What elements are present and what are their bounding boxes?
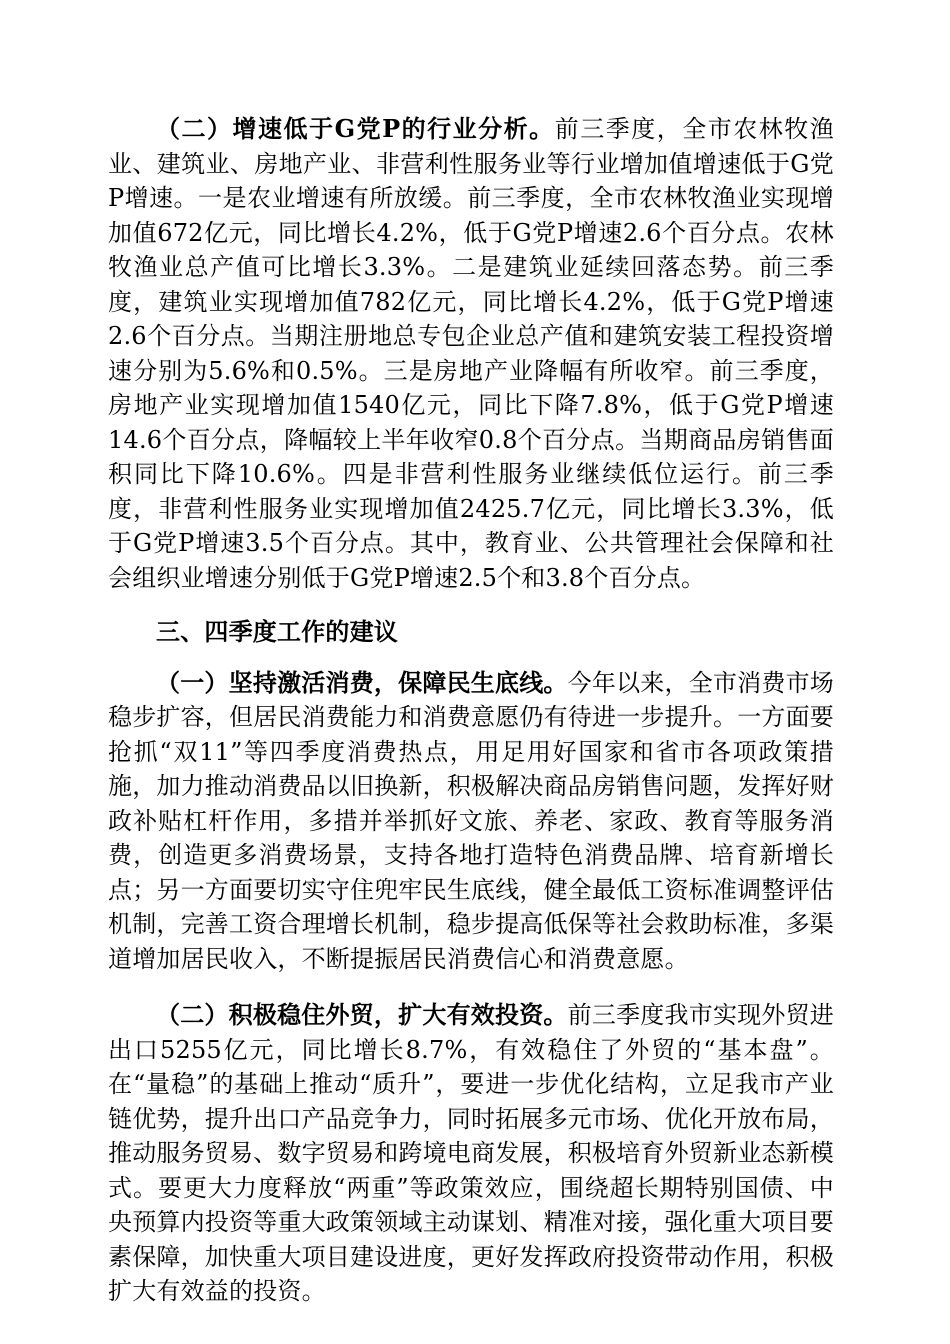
paragraph-body: 今年以来，全市消费市场稳步扩容，但居民消费能力和消费意愿仍有待进一步提升。一方面要抢抓“双11”等四季度消费热点，用足用好国家和省市各项政策措施，加力推动消费品以旧换新，积极解决商品房销售问题，发挥好财政补贴杠杆作用，多措并举抓好文旅、养老、家政、教育等服务消费，创造更多消费场景，支持各地打造特色消费品牌、培育新增长点；另一方面要切实守住兜牢民生底线，健全最低工资标准调整评估机制，完善工资合理增长机制，稳步提高低保等社会救助标准，多渠道增加居民收入，不断提振居民消费信心和消费意愿。 [108, 668, 835, 973]
document-page [108, 112, 834, 1309]
paragraph-lead: （二）增速低于G党P的行业分析。 [156, 114, 555, 143]
paragraph-consumption [108, 666, 834, 977]
paragraph-industry-analysis [108, 112, 834, 595]
paragraph-lead: （一）坚持激活消费，保障民生底线。 [156, 667, 568, 697]
section-heading: 三、四季度工作的建议 [156, 617, 398, 646]
paragraph-trade-investment [108, 998, 834, 1309]
paragraph-body: 前三季度我市实现外贸进出口5255亿元，同比增长8.7%，有效稳住了外贸的“基本盘”。在“量稳”的基础上推动“质升”，要进一步优化结构，立足我市产业链优势，提升出口产品竞争力，同时拓展多元市场、优化开放布局，推动服务贸易、数字贸易和跨境电商发展，积极培育外贸新业态新模式。要更大力度释放“两重”等政策效应，围绕超长期特别国债、中央预算内投资等重大政策领域主动谋划、精准对接，强化重大项目要素保障，加快重大项目建设进度，更好发挥政府投资带动作用，积极扩大有效益的投资。 [108, 1001, 835, 1305]
paragraph-lead: （二）积极稳住外贸，扩大有效投资。 [156, 1000, 568, 1029]
paragraph-body: 前三季度，全市农林牧渔业、建筑业、房地产业、非营利性服务业等行业增加值增速低于G党P增速。一是农业增速有所放缓。前三季度，全市农林牧渔业实现增加值672亿元，同比增长4.2%，低于G党P增速2.6个百分点。农林牧渔业总产值可比增长3.3%。二是建筑业延续回落态势。前三季度，建筑业实现增加值782亿元，同比增长4.2%，低于G党P增速2.6个百分点。当期注册地总专包企业总产值和建筑安装工程投资增速分别为5.6%和0.5%。三是房地产业降幅有所收窄。前三季度，房地产业实现增加值1540亿元，同比下降7.8%，低于G党P增速14.6个百分点，降幅较上半年收窄0.8个百分点。当期商品房销售面积同比下降10.6%。四是非营利性服务业继续低位运行。前三季度，非营利性服务业实现增加值2425.7亿元，同比增长3.3%，低于G党P增速3.5个百分点。其中，教育业、公共管理社会保障和社会组织业增速分别低于G党P增速2.5个和3.8个百分点。 [108, 115, 834, 592]
